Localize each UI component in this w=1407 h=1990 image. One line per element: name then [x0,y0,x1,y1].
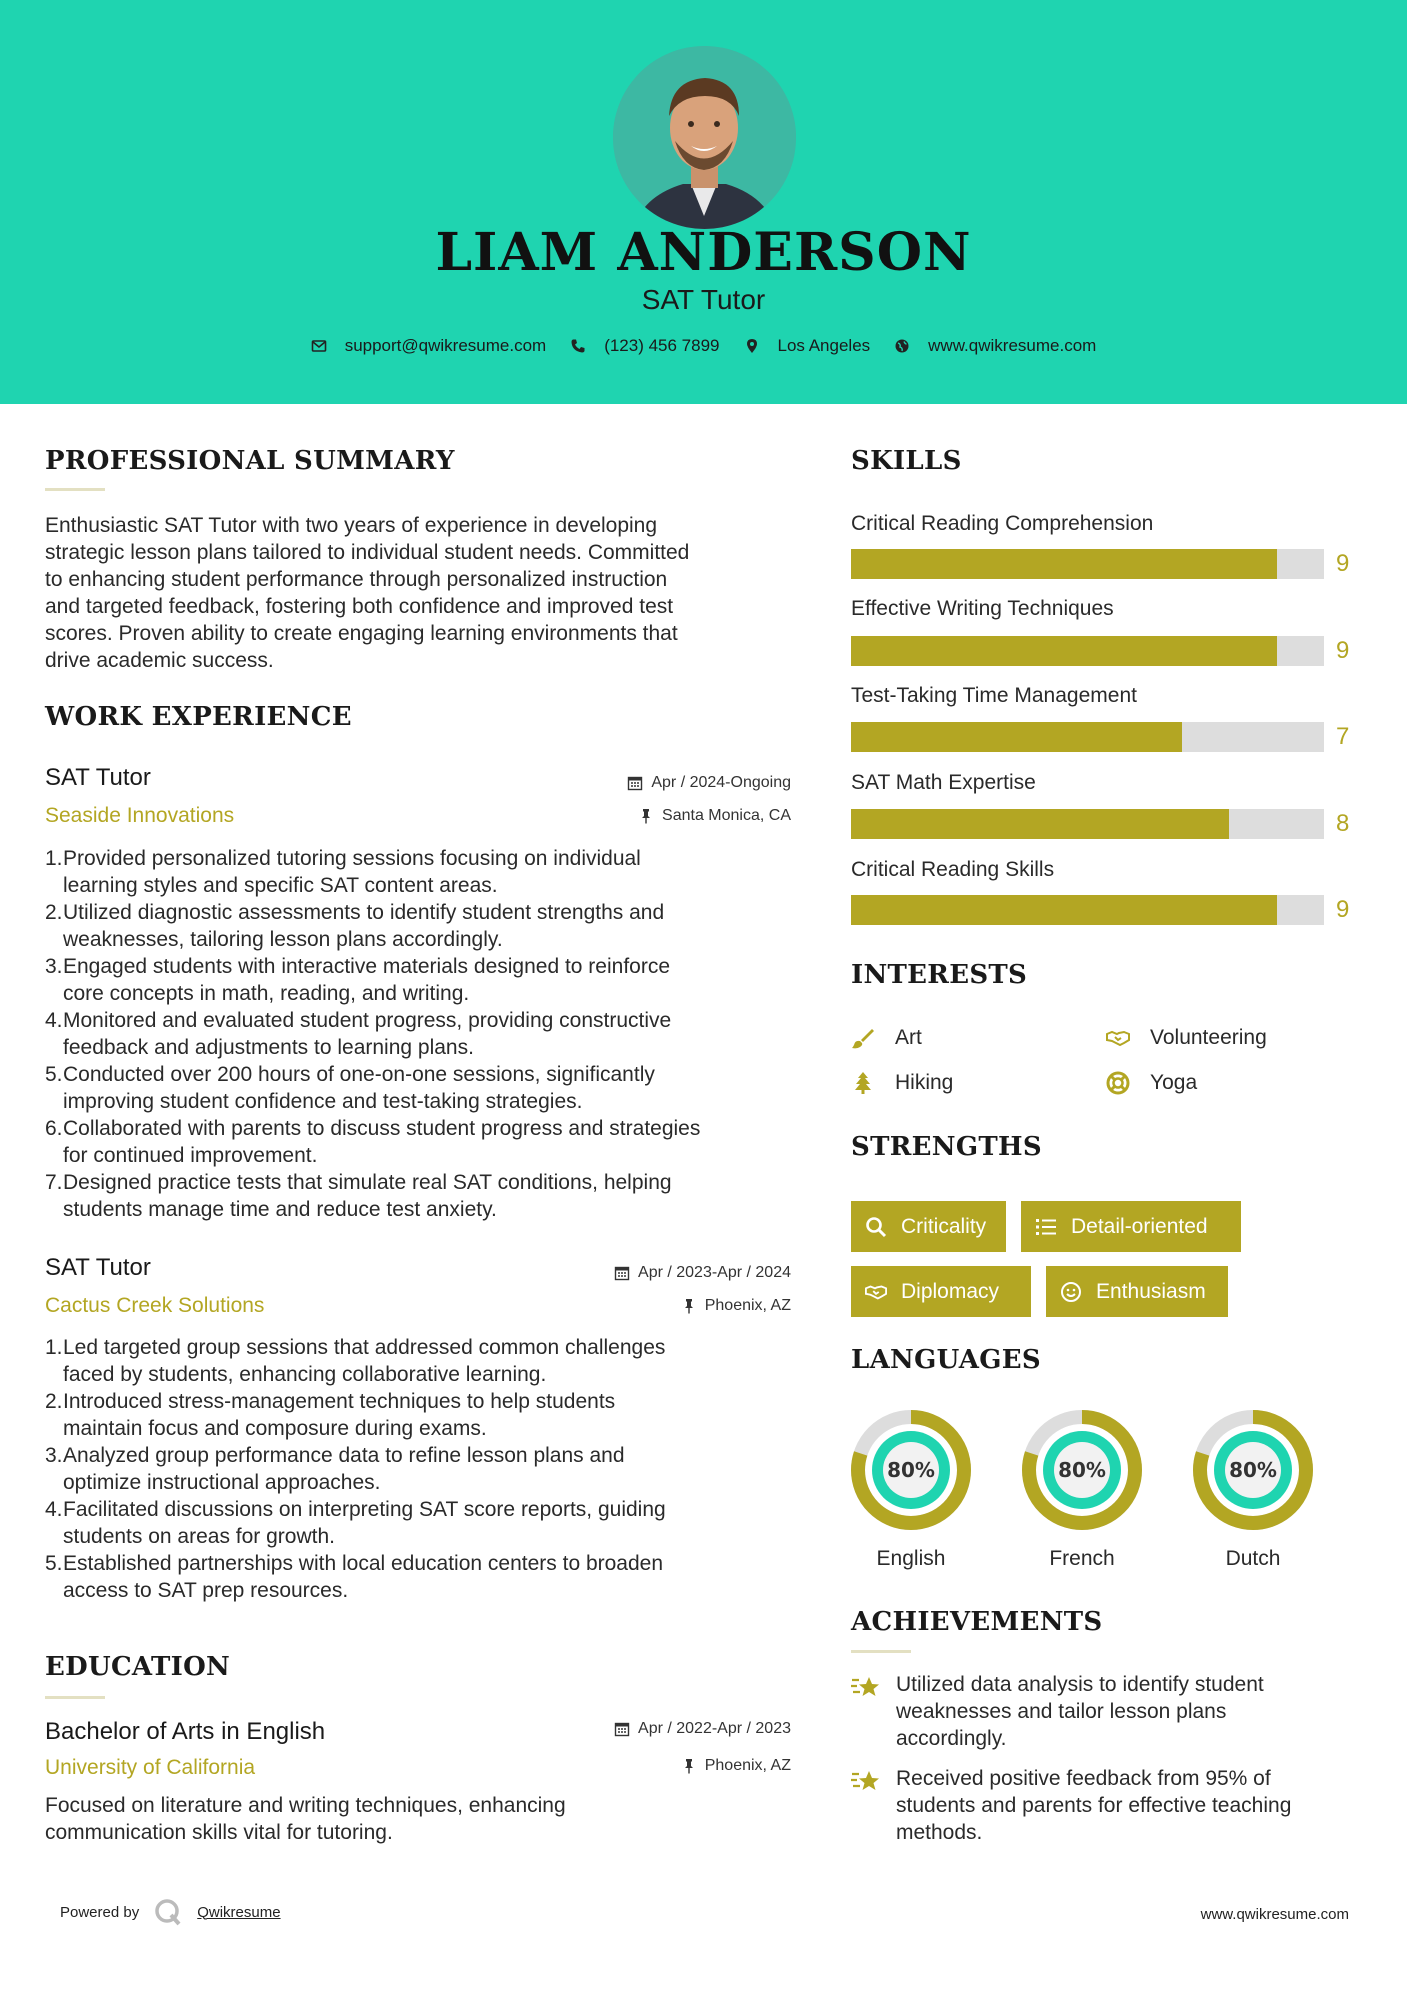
job-duties-list [45,1334,805,1604]
list-icon [1035,1216,1057,1238]
job-dates [520,1264,791,1282]
skill-name: SAT Math Expertise [851,771,1036,794]
skill-name: Critical Reading Comprehension [851,512,1154,535]
skill-score: 9 [1336,550,1350,577]
list-item [45,1334,805,1388]
list-item [45,1169,805,1223]
resume-header [0,0,1407,404]
interest-label: Yoga [1150,1071,1198,1094]
interests-heading: INTERESTS [851,960,1028,990]
achievement-line: accordingly. [896,1727,1007,1750]
star-icon [850,1671,882,1703]
skill-score: 9 [1336,896,1350,923]
strength-label: Criticality [901,1214,987,1238]
achievement-text [896,1765,1366,1846]
item-line: Collaborated with parents to discuss student progress and strategies [63,1117,701,1140]
item-number: 7. [45,1171,63,1194]
interest-label: Volunteering [1150,1026,1267,1049]
contact-website[interactable] [894,336,1096,356]
calendar-icon [614,1721,630,1737]
list-item [45,1388,805,1442]
interest-item [851,1026,922,1050]
skill-name: Test-Taking Time Management [851,684,1137,707]
language-item [1021,1409,1143,1570]
education-heading: EDUCATION [45,1652,231,1682]
item-line: for continued improvement. [63,1144,318,1167]
item-line: students manage time and reduce test anxiety. [63,1198,497,1221]
location-text: Los Angeles [777,336,871,355]
pushpin-icon [681,1758,697,1774]
strengths-heading: STRENGTHS [851,1132,1042,1162]
item-line: maintain focus and composure during exams. [63,1417,487,1440]
school-name: University of California [45,1756,256,1779]
achievement-line: Received positive feedback from 95% of [896,1767,1271,1790]
achievements-rule [851,1650,911,1653]
strength-chip [851,1266,1031,1317]
interest-label: Art [895,1026,922,1049]
summary-line: strategic lesson plans tailored to individual student needs. Committed [45,541,690,564]
item-number: 2. [45,901,63,924]
globe-icon [894,338,910,354]
skill-name: Effective Writing Techniques [851,597,1114,620]
candidate-name: LIAM ANDERSON [435,222,972,283]
skill-name: Critical Reading Skills [851,858,1055,881]
percent-label: 80% [1229,1458,1277,1482]
education-dates-text: Apr / 2022-Apr / 2023 [638,1720,791,1737]
skill-bar-fill [851,549,1277,579]
item-number: 3. [45,1444,63,1467]
map-pin-icon [744,338,760,354]
job-location-text: Phoenix, AZ [704,1297,791,1314]
achievement-text [896,1671,1366,1752]
item-line: Led targeted group sessions that addressed common challenges [63,1336,666,1359]
item-number: 5. [45,1063,63,1086]
item-number: 6. [45,1117,63,1140]
skill-bar-fill [851,636,1277,666]
job-dates-text: Apr / 2024-Ongoing [651,774,791,791]
list-item [45,1550,805,1604]
skill-bar-track [851,809,1324,839]
job-company: Seaside Innovations [45,804,235,827]
item-line: Provided personalized tutoring sessions focusing on individual [63,847,641,870]
qwikresume-logo-icon [153,1897,183,1927]
item-line: Established partnerships with local education centers to broaden [63,1552,664,1575]
item-number: 1. [45,1336,63,1359]
item-line: weaknesses, tailoring lesson plans accordingly. [63,928,503,951]
handshake-icon [1106,1026,1130,1050]
powered-by-text: Powered by [60,1903,140,1921]
website-text: www.qwikresume.com [928,336,1097,355]
language-ring [1192,1409,1314,1531]
magnifier-icon [865,1216,887,1238]
item-line: Engaged students with interactive materials designed to reinforce [63,955,671,978]
list-item [45,1007,805,1061]
interest-label: Hiking [895,1071,954,1094]
tree-icon [851,1071,875,1095]
skill-bar-track [851,636,1324,666]
strength-chip [1021,1201,1241,1252]
item-number: 4. [45,1009,63,1032]
strength-label: Enthusiasm [1096,1279,1206,1303]
strength-chip [1046,1266,1228,1317]
summary-heading: PROFESSIONAL SUMMARY [45,446,455,476]
language-item [850,1409,972,1570]
list-item [45,1442,805,1496]
interest-item [851,1071,953,1095]
achievement-line: students and parents for effective teaching [896,1794,1292,1817]
skill-score: 7 [1336,723,1350,750]
profile-photo [613,46,796,229]
contact-bar [0,336,1407,356]
achievement-line: weaknesses and tailor lesson plans [896,1700,1227,1723]
list-item [45,953,805,1007]
paintbrush-icon [851,1026,875,1050]
job-location [520,807,791,825]
item-line: Analyzed group performance data to refine lesson plans and [63,1444,625,1467]
list-item [45,899,805,953]
strength-label: Detail-oriented [1071,1214,1208,1238]
summary-line: to enhancing student performance through personalized instruction [45,568,668,591]
list-item [45,1115,805,1169]
interest-item [1106,1071,1197,1095]
candidate-role: SAT Tutor [641,284,766,315]
language-name: French [1049,1547,1115,1570]
brand-link[interactable]: Qwikresume [197,1903,281,1921]
contact-email[interactable] [311,336,547,356]
item-number: 2. [45,1390,63,1413]
summary-line: and targeted feedback, fostering both confidence and improved test [45,595,674,618]
job-location-text: Santa Monica, CA [662,807,791,824]
skill-bar-fill [851,722,1182,752]
job-dates [520,774,791,792]
list-item [45,1496,805,1550]
skill-score: 9 [1336,637,1350,664]
calendar-icon [614,1265,630,1281]
language-name: English [876,1547,946,1570]
job-company: Cactus Creek Solutions [45,1294,265,1317]
languages-heading: LANGUAGES [851,1345,1041,1375]
list-item [45,1061,805,1115]
skill-bar-track [851,722,1324,752]
pushpin-icon [681,1298,697,1314]
item-line: learning styles and specific SAT content areas. [63,874,498,897]
lifebuoy-icon [1106,1071,1130,1095]
item-line: Conducted over 200 hours of one-on-one sessions, significantly [63,1063,655,1086]
footer-powered-by [60,1897,281,1927]
summary-text [45,512,795,674]
job-title: SAT Tutor [45,1254,151,1281]
education-rule [45,1696,105,1699]
percent-label: 80% [887,1458,935,1482]
education-line: Focused on literature and writing techniques, enhancing [45,1794,566,1817]
skill-bar-track [851,549,1324,579]
pushpin-icon [638,808,654,824]
star-icon [850,1765,882,1797]
summary-line: Enthusiastic SAT Tutor with two years of experience in developing [45,514,658,537]
item-line: core concepts in math, reading, and writing. [63,982,470,1005]
list-item [45,845,805,899]
item-number: 1. [45,847,63,870]
handshake-icon [865,1281,887,1303]
achievement-line: Utilized data analysis to identify student [896,1673,1264,1696]
job-title: SAT Tutor [45,764,151,791]
language-item [1192,1409,1314,1570]
item-line: Designed practice tests that simulate real SAT conditions, helping [63,1171,672,1194]
footer-website[interactable]: www.qwikresume.com [1200,1906,1349,1923]
item-line: Monitored and evaluated student progress, providing constructive [63,1009,672,1032]
achievements-heading: ACHIEVEMENTS [851,1607,1103,1637]
skill-bar-fill [851,895,1277,925]
interest-item [1106,1026,1267,1050]
summary-line: drive academic success. [45,649,274,672]
item-line: faced by students, enhancing collaborative learning. [63,1363,547,1386]
summary-line: scores. Proven ability to create engaging learning environments that [45,622,678,645]
language-name: Dutch [1225,1547,1281,1570]
education-dates [520,1720,791,1738]
item-line: feedback and adjustments to learning plans. [63,1036,474,1059]
education-location [520,1757,791,1775]
percent-label: 80% [1058,1458,1106,1482]
job-location [520,1297,791,1315]
strength-chip [851,1201,1006,1252]
phone-text: (123) 456 7899 [604,336,720,355]
smiley-icon [1060,1281,1082,1303]
experience-heading: WORK EXPERIENCE [45,702,352,732]
skills-heading: SKILLS [851,446,962,476]
phone-icon [570,338,586,354]
job-duties-list [45,845,805,1223]
strength-label: Diplomacy [901,1279,1000,1303]
skill-bar-track [851,895,1324,925]
achievement-line: methods. [896,1821,983,1844]
skill-bar-fill [851,809,1229,839]
email-text: support@qwikresume.com [344,336,547,355]
calendar-icon [627,775,643,791]
language-ring [850,1409,972,1531]
item-line: optimize instructional approaches. [63,1471,381,1494]
item-line: Utilized diagnostic assessments to identify student strengths and [63,901,665,924]
education-description [45,1792,795,1846]
education-location-text: Phoenix, AZ [704,1757,791,1774]
item-number: 4. [45,1498,63,1521]
item-line: Introduced stress-management techniques to help students [63,1390,616,1413]
contact-location [744,336,871,356]
envelope-icon [311,338,327,354]
education-line: communication skills vital for tutoring. [45,1821,393,1844]
item-line: access to SAT prep resources. [63,1579,349,1602]
item-number: 5. [45,1552,63,1575]
degree-title: Bachelor of Arts in English [45,1718,326,1745]
language-ring [1021,1409,1143,1531]
summary-rule [45,488,105,491]
item-line: Facilitated discussions on interpreting SAT score reports, guiding [63,1498,666,1521]
item-number: 3. [45,955,63,978]
person-avatar-icon [613,46,796,229]
skill-score: 8 [1336,810,1350,837]
item-line: improving student confidence and test-taking strategies. [63,1090,583,1113]
job-dates-text: Apr / 2023-Apr / 2024 [638,1264,791,1281]
contact-phone[interactable] [570,336,719,356]
item-line: students on areas for growth. [63,1525,335,1548]
